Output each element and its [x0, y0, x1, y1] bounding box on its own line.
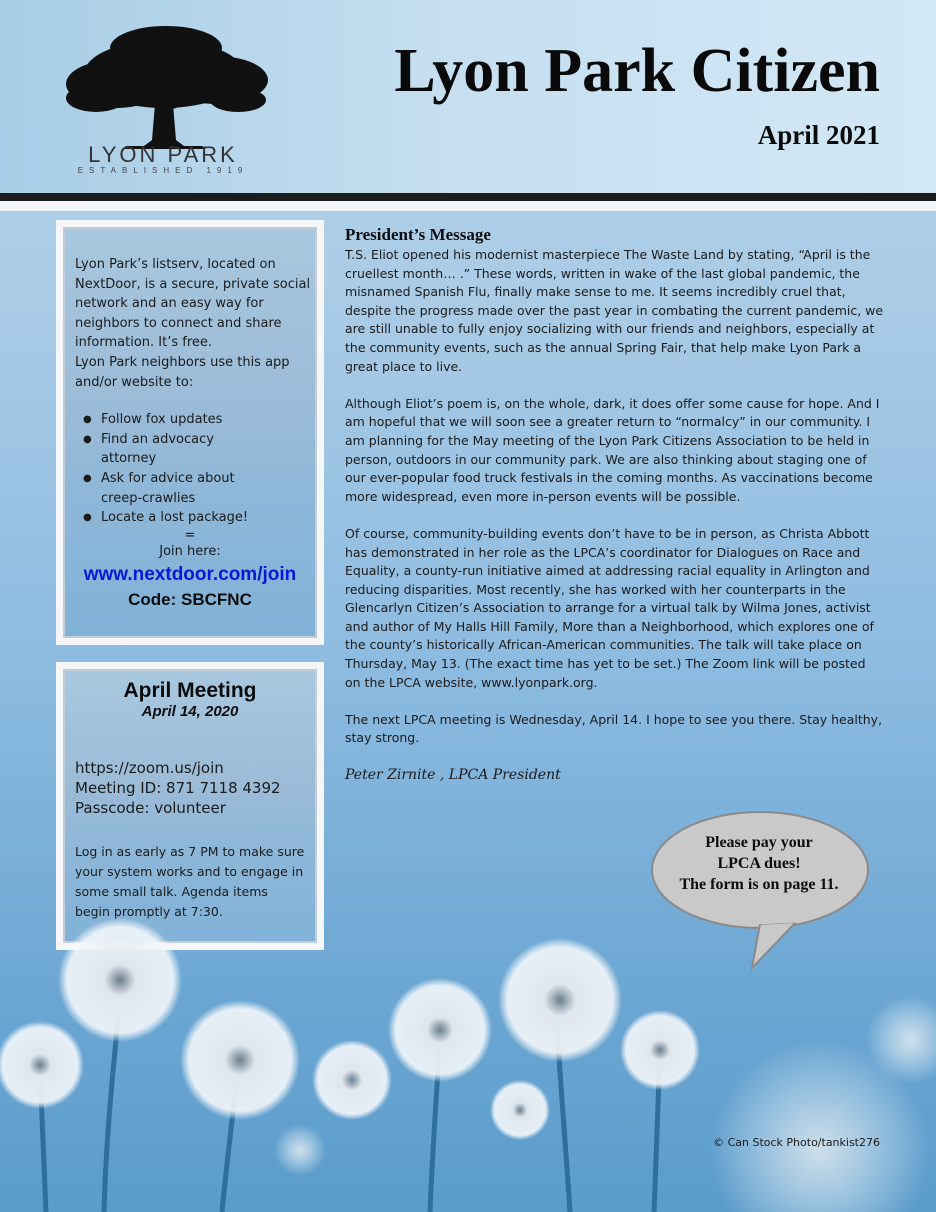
join-label: Join here:: [159, 543, 221, 559]
nextdoor-intro: Lyon Park’s listserv, located on NextDoor, is a secure, private social network and an easy way for neighbors to connect and share information. It’s free.: [75, 257, 311, 351]
header-rule-light: [0, 201, 936, 211]
nextdoor-uses-intro: Lyon Park neighbors use this app and/or website to:: [75, 354, 290, 390]
meeting-note: Log in as early as 7 PM to make sure your system works and to engage in some small talk. Agenda items begin promptly at 7:30.: [75, 844, 305, 919]
photo-credit: © Can Stock Photo/tankist276: [713, 1136, 880, 1149]
callout-line: Please pay your: [705, 834, 813, 851]
list-item: ● Follow fox updates: [83, 410, 273, 430]
article-paragraph: Of course, community-building events don’t have to be in person, as Christa Abbott has demonstrated in her role as the LPCA’s coordinator for Dialogues on Race and Equality, a county-run initiative aimed at addressing racial equality in Arlington and reducing disparities. Most recently, she has worked with her counterparts in the Glencarlyn Citizen’s Association to arrange for a virtual talk by Wilma Jones, activist and author of My Halls Hill Family, More than a Neighborhood, which explores one of the county’s historically African-American communities. The talk will take place on Thursday, May 13. (The exact time has yet to be set.) The Zoom link will be posted on the LPCA website, www.lyonpark.org.: [345, 525, 874, 690]
nextdoor-code: Code: SBCFNC: [128, 589, 252, 609]
nextdoor-uses-list: [65, 410, 315, 528]
article-paragraph: T.S. Eliot opened his modernist masterpiece The Waste Land by stating, “April is the cruellest month… .” These words, written in wake of the last global pandemic, the misnamed Spanish Flu, finally make sense to me. It seems incredibly cruel that, despite the progress made over the past year in combating the current pandemic, we are still unable to fully enjoy socializing with our friends and neighbors, especially at the community events, such as the annual Spring Fair, that help make Lyon Park a great place to live.: [345, 247, 884, 374]
equals-sign: =: [184, 527, 196, 543]
list-item: ● Ask for advice about creep-crawlies: [83, 469, 273, 508]
signature: Peter Zirnite , LPCA President: [345, 766, 561, 783]
logo-established: ESTABLISHED 1919: [77, 166, 249, 175]
callout-line: LPCA dues!: [717, 855, 801, 872]
list-item: ● Find an advocacy attorney: [83, 430, 273, 469]
meeting-date: April 14, 2020: [141, 703, 239, 720]
article-paragraph: The next LPCA meeting is Wednesday, April 14. I hope to see you there. Stay healthy, stay strong.: [345, 711, 883, 746]
dues-callout: [650, 832, 868, 895]
article-paragraph: Although Eliot’s poem is, on the whole, dark, it does offer some cause for hope. And I am hopeful that we will soon see a greater return to “normalcy” in our community. I am planning for the May meeting of the Lyon Park Citizens Association to be held in person, outdoors in our community park. We are also thinking about staging one of our ever-popular food truck festivals in the coming months. As vaccinations become more widespread, even more in-person events will be possible.: [345, 395, 880, 504]
presidents-message: [345, 224, 885, 783]
issue-date: April 2021: [757, 120, 880, 150]
list-item: ● Locate a lost package!: [83, 508, 273, 528]
zoom-url[interactable]: https://zoom.us/join: [75, 759, 224, 777]
newsletter-title: Lyon Park Citizen: [394, 37, 880, 105]
nextdoor-join-link[interactable]: www.nextdoor.com/join: [83, 563, 297, 585]
callout-line: The form is on page 11.: [679, 876, 839, 893]
article-heading: President’s Message: [345, 225, 491, 244]
meeting-title: April Meeting: [123, 679, 257, 702]
logo-name: LYON PARK: [88, 142, 238, 167]
meeting-passcode: Passcode: volunteer: [75, 799, 226, 817]
header-rule: [0, 193, 936, 201]
meeting-id: Meeting ID: 871 7118 4392: [75, 779, 281, 797]
nextdoor-box: [56, 220, 324, 645]
